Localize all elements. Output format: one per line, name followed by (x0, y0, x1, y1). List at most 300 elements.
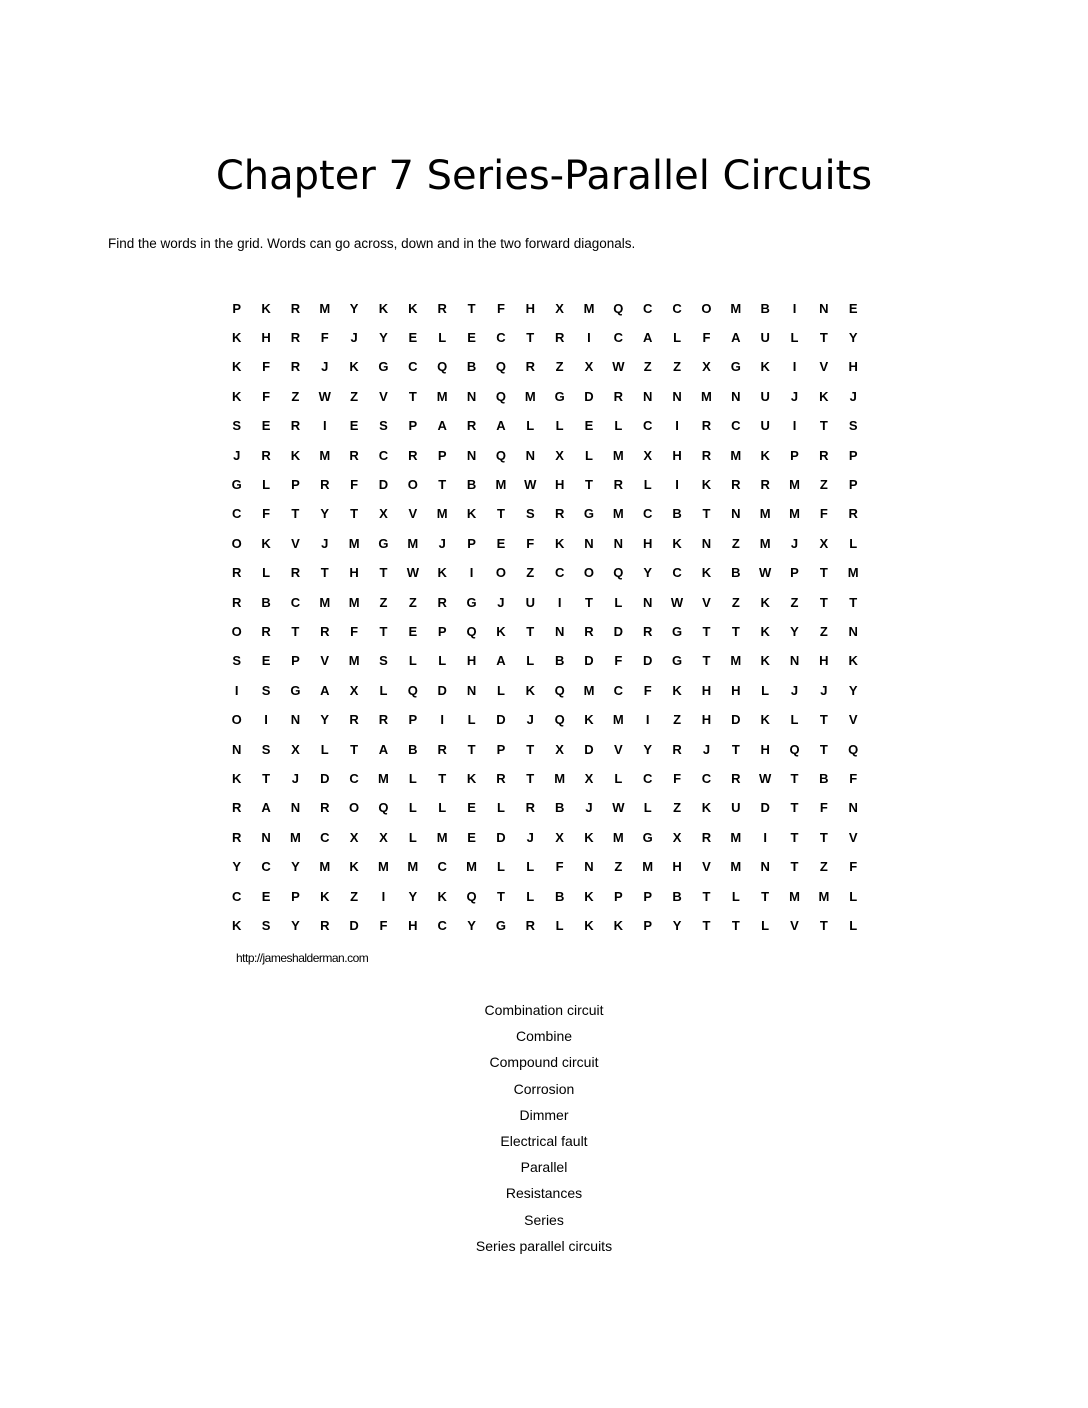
grid-cell: M (789, 888, 800, 904)
grid-cell: I (234, 682, 239, 698)
grid-cell: R (437, 300, 447, 316)
grid-cell: S (232, 653, 242, 669)
word-list-item: Resistances (505, 1185, 583, 1202)
grid-cell: A (320, 682, 330, 698)
grid-cell: Y (467, 917, 476, 933)
grid-cell: M (289, 829, 301, 845)
grid-cell: M (583, 682, 595, 698)
grid-cell: P (848, 477, 858, 493)
grid-cell: H (701, 712, 712, 728)
grid-cell: O (583, 565, 595, 581)
grid-cell: Y (643, 565, 653, 581)
grid-cell: M (436, 388, 448, 404)
grid-cell: B (672, 888, 682, 904)
grid-cell: K (231, 388, 242, 404)
grid-cell: L (643, 477, 652, 493)
grid-cell: M (730, 829, 742, 845)
grid-cell: M (642, 859, 654, 875)
grid-cell: T (819, 741, 828, 757)
grid-cell: K (496, 623, 506, 639)
grid-cell: M (495, 477, 507, 493)
grid-cell: T (790, 800, 799, 816)
grid-cell: M (407, 859, 419, 875)
grid-cell: Y (848, 682, 858, 698)
grid-cell: M (583, 300, 595, 316)
grid-cell: G (642, 829, 653, 845)
grid-cell: P (643, 917, 653, 933)
grid-cell: C (408, 359, 418, 375)
grid-cell: H (701, 682, 712, 698)
grid-cell: K (349, 859, 359, 875)
grid-cell: T (790, 859, 799, 875)
grid-cell: T (731, 917, 740, 933)
grid-cell: T (350, 741, 359, 757)
grid-cell: Z (731, 594, 740, 610)
grid-cell: R (848, 506, 858, 522)
grid-cell: E (261, 888, 271, 904)
grid-cell: L (379, 682, 388, 698)
grid-cell: Z (790, 594, 799, 610)
grid-cell: D (437, 682, 447, 698)
grid-cell: K (231, 359, 242, 375)
grid-cell: J (585, 800, 593, 816)
grid-cell: X (555, 300, 564, 316)
grid-cell: V (790, 917, 799, 933)
grid-cell: T (702, 506, 711, 522)
grid-cell: N (525, 447, 535, 463)
grid-cell: R (320, 800, 330, 816)
grid-cell: I (587, 330, 591, 346)
grid-cell: J (790, 682, 799, 698)
grid-cell: Z (673, 800, 682, 816)
grid-cell: W (759, 770, 772, 786)
grid-cell: Y (320, 506, 330, 522)
word-list-item: Parallel (520, 1159, 568, 1176)
grid-cell: V (702, 594, 711, 610)
grid-cell: R (554, 506, 565, 522)
grid-cell: R (819, 447, 829, 463)
grid-cell: W (759, 565, 772, 581)
grid-cell: K (760, 653, 770, 669)
grid-cell: C (643, 770, 653, 786)
grid-cell: M (759, 535, 771, 551)
grid-cell: M (554, 770, 566, 786)
grid-cell: E (584, 418, 594, 434)
grid-cell: K (760, 594, 770, 610)
grid-cell: R (584, 623, 594, 639)
grid-cell: M (524, 388, 536, 404)
grid-cell: I (264, 712, 268, 728)
grid-cell: R (231, 565, 242, 581)
grid-cell: W (524, 477, 537, 493)
grid-cell: J (438, 535, 446, 551)
grid-cell: R (496, 770, 506, 786)
grid-cell: R (231, 829, 242, 845)
grid-cell: T (702, 653, 711, 669)
grid-cell: Z (291, 388, 300, 404)
grid-cell: P (496, 741, 506, 757)
grid-cell: P (437, 623, 447, 639)
grid-cell: F (262, 359, 271, 375)
grid-cell: P (848, 447, 858, 463)
grid-cell: G (378, 535, 389, 551)
word-list-item: Series parallel circuits (475, 1237, 613, 1254)
grid-cell: N (584, 859, 594, 875)
grid-cell: L (496, 800, 505, 816)
grid-cell: L (467, 712, 476, 728)
grid-cell: X (379, 829, 388, 845)
grid-cell: L (614, 770, 623, 786)
grid-cell: T (702, 888, 711, 904)
grid-cell: T (585, 594, 593, 610)
grid-cell: N (731, 506, 741, 522)
grid-cell: R (731, 477, 741, 493)
grid-cell: Q (495, 388, 506, 404)
grid-cell: K (466, 770, 477, 786)
grid-cell: E (467, 829, 476, 845)
grid-cell: C (261, 859, 271, 875)
grid-row (222, 676, 868, 705)
grid-cell: F (702, 330, 711, 346)
grid-cell: T (438, 477, 447, 493)
grid-cell: K (848, 653, 858, 669)
grid-cell: T (262, 770, 271, 786)
grid-cell: Y (848, 330, 858, 346)
grid-cell: X (584, 770, 594, 786)
grid-cell: U (760, 330, 770, 346)
grid-cell: F (643, 682, 652, 698)
grid-cell: T (731, 623, 740, 639)
grid-cell: O (349, 800, 360, 816)
grid-cell: G (583, 506, 595, 522)
grid-cell: G (672, 623, 683, 639)
grid-cell: U (525, 594, 535, 610)
page-title: Chapter 7 Series-Parallel Circuits (215, 153, 873, 199)
grid-cell: B (261, 594, 271, 610)
grid-cell: L (731, 888, 740, 904)
grid-cell: S (261, 917, 271, 933)
grid-cell: X (291, 741, 300, 757)
grid-row (222, 852, 868, 881)
grid-cell: H (525, 300, 535, 316)
grid-cell: H (554, 477, 565, 493)
grid-cell: T (350, 506, 359, 522)
grid-cell: C (496, 330, 506, 346)
grid-cell: U (760, 418, 770, 434)
grid-cell: L (849, 888, 858, 904)
grid-cell: I (645, 712, 650, 728)
grid-cell: K (261, 300, 271, 316)
grid-cell: R (261, 447, 271, 463)
grid-cell: K (525, 682, 535, 698)
grid-cell: J (526, 712, 534, 728)
grid-cell: O (701, 300, 712, 316)
grid-cell: L (849, 535, 858, 551)
grid-cell: Q (437, 359, 448, 375)
grid-cell: D (584, 388, 594, 404)
grid-cell: R (320, 477, 330, 493)
grid-cell: R (643, 623, 653, 639)
grid-cell: N (290, 800, 301, 816)
grid-cell: R (320, 917, 330, 933)
grid-cell: X (349, 829, 359, 845)
grid-cell: A (731, 330, 741, 346)
grid-cell: G (730, 359, 741, 375)
grid-cell: R (525, 917, 535, 933)
grid-cell: Z (819, 623, 828, 639)
grid-cell: F (849, 770, 858, 786)
grid-cell: T (526, 623, 535, 639)
grid-cell: T (291, 623, 300, 639)
word-list-item: Corrosion (513, 1080, 575, 1097)
grid-row (222, 353, 868, 382)
grid-cell: L (585, 447, 593, 463)
grid-cell: K (290, 447, 301, 463)
grid-cell: T (819, 712, 828, 728)
grid-cell: R (437, 741, 447, 757)
grid-cell: K (701, 565, 712, 581)
grid-cell: T (790, 770, 799, 786)
grid-cell: G (554, 388, 565, 404)
grid-cell: R (731, 770, 741, 786)
grid-cell: T (379, 623, 388, 639)
grid-cell: Q (466, 888, 477, 904)
grid-cell: P (467, 535, 476, 551)
grid-cell: V (848, 712, 858, 728)
grid-cell: N (554, 623, 565, 639)
grid-cell: E (467, 800, 476, 816)
grid-cell: W (612, 359, 625, 375)
grid-cell: V (408, 506, 418, 522)
grid-cell: R (231, 800, 242, 816)
grid-cell: O (231, 623, 242, 639)
grid-cell: D (349, 917, 359, 933)
grid-cell: W (670, 594, 684, 610)
grid-cell: K (584, 888, 594, 904)
grid-cell: R (613, 388, 624, 404)
grid-cell: X (584, 359, 594, 375)
grid-cell: L (643, 800, 652, 816)
word-list-item: Compound circuit (489, 1054, 599, 1071)
grid-cell: B (408, 741, 418, 757)
grid-row (222, 735, 868, 764)
grid-cell: M (730, 653, 742, 669)
grid-row (222, 794, 868, 823)
grid-cell: J (497, 594, 505, 610)
grid-cell: N (466, 388, 477, 404)
grid-cell: T (320, 565, 329, 581)
grid-cell: D (760, 800, 770, 816)
grid-cell: K (584, 829, 594, 845)
grid-cell: T (819, 418, 828, 434)
grid-cell: I (469, 565, 474, 581)
grid-row (222, 412, 868, 441)
grid-cell: Z (643, 359, 652, 375)
grid-cell: A (643, 330, 653, 346)
grid-cell: P (408, 712, 418, 728)
grid-cell: H (672, 447, 682, 463)
grid-cell: M (818, 888, 830, 904)
grid-cell: D (320, 770, 330, 786)
grid-cell: N (466, 682, 477, 698)
grid-cell: F (526, 535, 535, 551)
grid-cell: M (348, 594, 360, 610)
grid-row (222, 617, 868, 646)
grid-cell: H (672, 859, 682, 875)
grid-cell: K (320, 888, 330, 904)
grid-row (222, 647, 868, 676)
grid-cell: N (261, 829, 271, 845)
grid-cell: Q (554, 712, 565, 728)
grid-cell: N (701, 535, 712, 551)
grid-cell: K (760, 447, 770, 463)
grid-row (222, 294, 868, 323)
grid-cell: R (349, 447, 359, 463)
grid-cell: M (730, 859, 742, 875)
grid-cell: C (554, 565, 565, 581)
grid-cell: H (261, 330, 271, 346)
grid-cell: K (760, 359, 770, 375)
grid-row (222, 764, 868, 793)
grid-cell: N (848, 623, 858, 639)
grid-cell: K (701, 800, 712, 816)
grid-cell: H (760, 741, 770, 757)
grid-cell: G (378, 359, 389, 375)
grid-row (222, 382, 868, 411)
grid-cell: N (848, 800, 858, 816)
grid-cell: X (555, 447, 564, 463)
grid-cell: U (731, 800, 741, 816)
word-list-item: Electrical fault (500, 1132, 588, 1149)
grid-cell: R (290, 418, 301, 434)
grid-row (222, 323, 868, 352)
grid-cell: A (496, 653, 506, 669)
grid-cell: S (379, 418, 388, 434)
grid-cell: T (702, 623, 711, 639)
grid-cell: F (320, 330, 329, 346)
grid-cell: X (643, 447, 653, 463)
grid-cell: R (378, 712, 389, 728)
grid-cell: D (378, 477, 389, 493)
grid-cell: L (790, 330, 799, 346)
grid-cell: F (262, 388, 271, 404)
grid-row (222, 559, 868, 588)
grid-cell: C (437, 917, 447, 933)
grid-cell: J (820, 682, 828, 698)
grid-cell: L (555, 418, 564, 434)
grid-cell: M (319, 859, 331, 875)
grid-cell: V (819, 359, 829, 375)
grid-cell: L (438, 653, 447, 669)
grid-cell: L (438, 800, 447, 816)
grid-cell: B (554, 888, 565, 904)
grid-cell: L (408, 770, 417, 786)
grid-cell: W (612, 800, 625, 816)
grid-cell: F (350, 623, 359, 639)
word-list-item: Series (524, 1211, 564, 1228)
grid-cell: I (675, 477, 679, 493)
grid-cell: J (291, 770, 300, 786)
grid-cell: K (437, 565, 447, 581)
grid-cell: X (555, 829, 564, 845)
grid-cell: K (584, 712, 594, 728)
grid-cell: R (701, 447, 712, 463)
grid-cell: M (789, 477, 800, 493)
grid-cell: R (290, 359, 301, 375)
grid-cell: C (731, 418, 741, 434)
grid-cell: D (584, 741, 594, 757)
grid-cell: P (437, 447, 447, 463)
grid-cell: N (643, 594, 653, 610)
grid-cell: K (760, 623, 770, 639)
grid-cell: C (701, 770, 712, 786)
grid-cell: L (408, 829, 417, 845)
grid-cell: J (321, 359, 329, 375)
grid-cell: R (525, 359, 535, 375)
grid-cell: J (790, 388, 799, 404)
grid-row (222, 705, 868, 734)
grid-cell: Q (378, 800, 389, 816)
grid-cell: N (731, 388, 741, 404)
grid-cell: M (612, 829, 624, 845)
grid-cell: V (614, 741, 623, 757)
grid-cell: L (526, 653, 535, 669)
grid-cell: Q (789, 741, 800, 757)
grid-cell: K (437, 888, 447, 904)
grid-cell: T (467, 300, 476, 316)
grid-cell: F (849, 859, 858, 875)
grid-cell: X (702, 359, 711, 375)
grid-cell: K (701, 477, 712, 493)
word-search-grid (222, 294, 868, 941)
grid-cell: Z (408, 594, 417, 610)
grid-cell: T (819, 330, 828, 346)
grid-cell: F (614, 653, 623, 669)
grid-cell: H (349, 565, 359, 581)
grid-cell: L (526, 888, 535, 904)
grid-cell: J (233, 447, 241, 463)
grid-cell: M (378, 859, 389, 875)
grid-cell: V (702, 859, 711, 875)
grid-cell: R (320, 623, 330, 639)
grid-cell: K (408, 300, 418, 316)
grid-cell: L (761, 682, 770, 698)
grid-cell: M (436, 506, 448, 522)
grid-cell: K (554, 535, 565, 551)
grid-cell: T (496, 506, 505, 522)
grid-cell: R (701, 829, 712, 845)
grid-cell: I (792, 300, 797, 316)
grid-cell: R (760, 477, 770, 493)
grid-cell: T (702, 917, 711, 933)
grid-cell: C (320, 829, 330, 845)
grid-cell: M (612, 712, 624, 728)
grid-cell: W (318, 388, 331, 404)
grid-cell: R (672, 741, 682, 757)
grid-cell: M (730, 447, 742, 463)
grid-cell: X (819, 535, 829, 551)
grid-cell: B (466, 477, 477, 493)
grid-cell: T (819, 565, 828, 581)
grid-cell: C (613, 330, 624, 346)
grid-cell: R (701, 418, 712, 434)
grid-cell: C (378, 447, 389, 463)
grid-cell: F (262, 506, 271, 522)
grid-cell: B (819, 770, 829, 786)
grid-cell: T (585, 477, 593, 493)
grid-cell: L (614, 594, 623, 610)
grid-cell: Q (495, 359, 506, 375)
